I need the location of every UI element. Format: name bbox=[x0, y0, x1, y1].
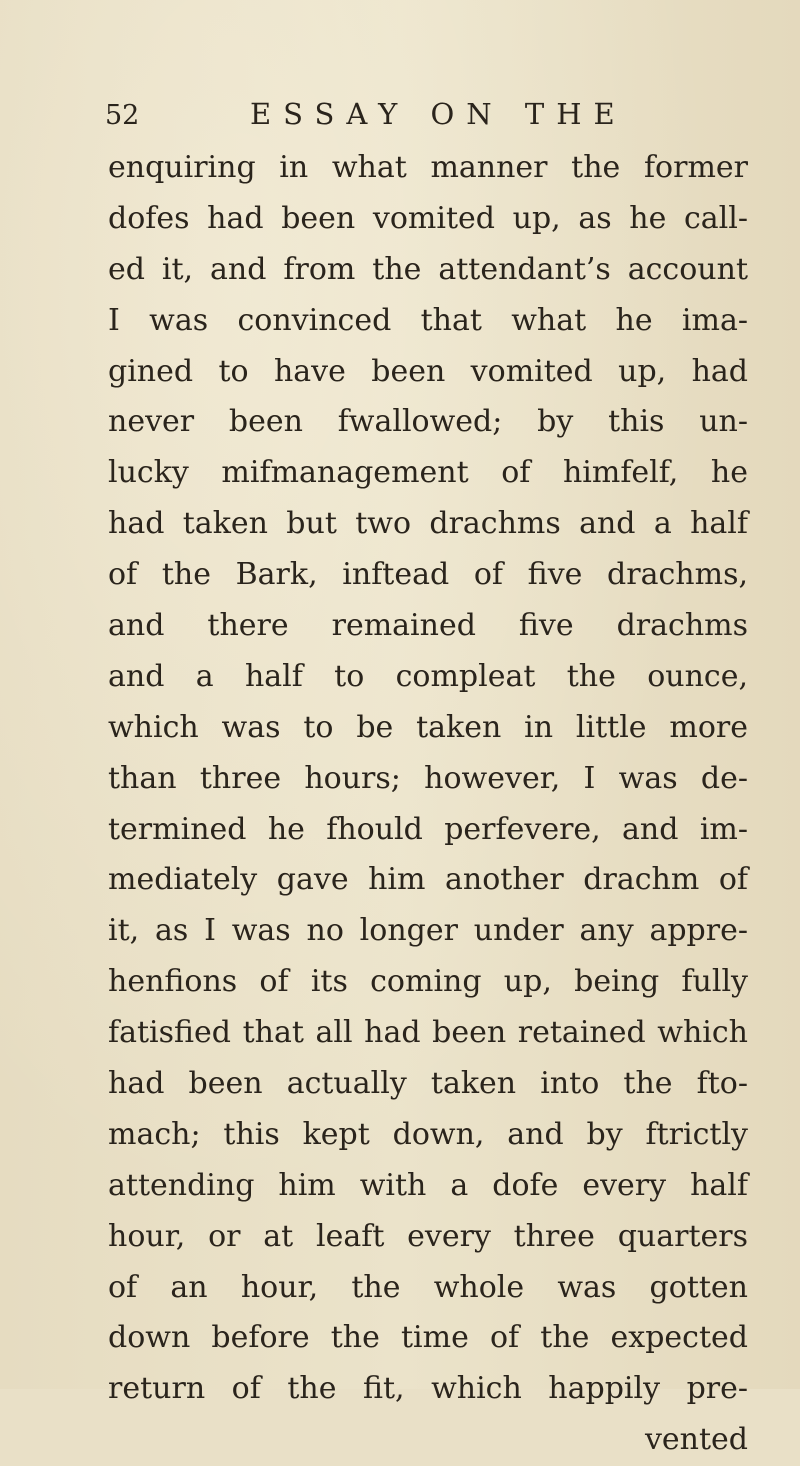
text-line: than three hours; however, I was de- bbox=[108, 760, 748, 796]
text-line: return of the fit, which happily pre- bbox=[108, 1371, 748, 1407]
text-line: hour, or at leaft every three quarters bbox=[108, 1218, 748, 1254]
page-number: 52 bbox=[105, 100, 140, 131]
text-line: and there remained five drachms bbox=[108, 608, 748, 644]
text-line: vented bbox=[644, 1422, 748, 1458]
text-line: had taken but two drachms and a half bbox=[108, 506, 748, 542]
text-line: enquiring in what manner the former bbox=[108, 150, 748, 185]
text-line: had been actually taken into the fto- bbox=[108, 1066, 748, 1102]
text-line: it, as I was no longer under any appre- bbox=[108, 913, 748, 949]
text-line: down before the time of the expected bbox=[108, 1320, 748, 1356]
text-line: dofes had been vomited up, as he call- bbox=[108, 200, 748, 236]
text-line: lucky mifmanagement of himfelf, he bbox=[108, 455, 748, 491]
text-line: never been fwallowed; by this un- bbox=[108, 404, 748, 440]
running-head: ESSAY ON THE bbox=[250, 97, 627, 131]
text-line: attending him with a dofe every half bbox=[108, 1167, 748, 1203]
text-line: henfions of its coming up, being fully bbox=[108, 964, 748, 1000]
text-line: ed it, and from the attendant’s account bbox=[108, 251, 748, 287]
text-line: of an hour, the whole was gotten bbox=[108, 1269, 748, 1305]
text-line: fatisfied that all had been retained which bbox=[108, 1015, 748, 1051]
text-line: mediately gave him another drachm of bbox=[108, 862, 748, 898]
text-line: which was to be taken in little more bbox=[108, 709, 748, 745]
text-line: of the Bark, inftead of five drachms, bbox=[108, 557, 748, 593]
body-text bbox=[108, 143, 748, 1466]
text-line: I was convinced that what he ima- bbox=[108, 302, 748, 338]
text-line: and a half to compleat the ounce, bbox=[108, 658, 748, 694]
text-line: termined he fhould perfevere, and im- bbox=[108, 811, 748, 847]
text-line: gined to have been vomited up, had bbox=[108, 353, 748, 389]
page-header bbox=[105, 96, 725, 136]
text-line: mach; this kept down, and by ftrictly bbox=[108, 1116, 748, 1152]
